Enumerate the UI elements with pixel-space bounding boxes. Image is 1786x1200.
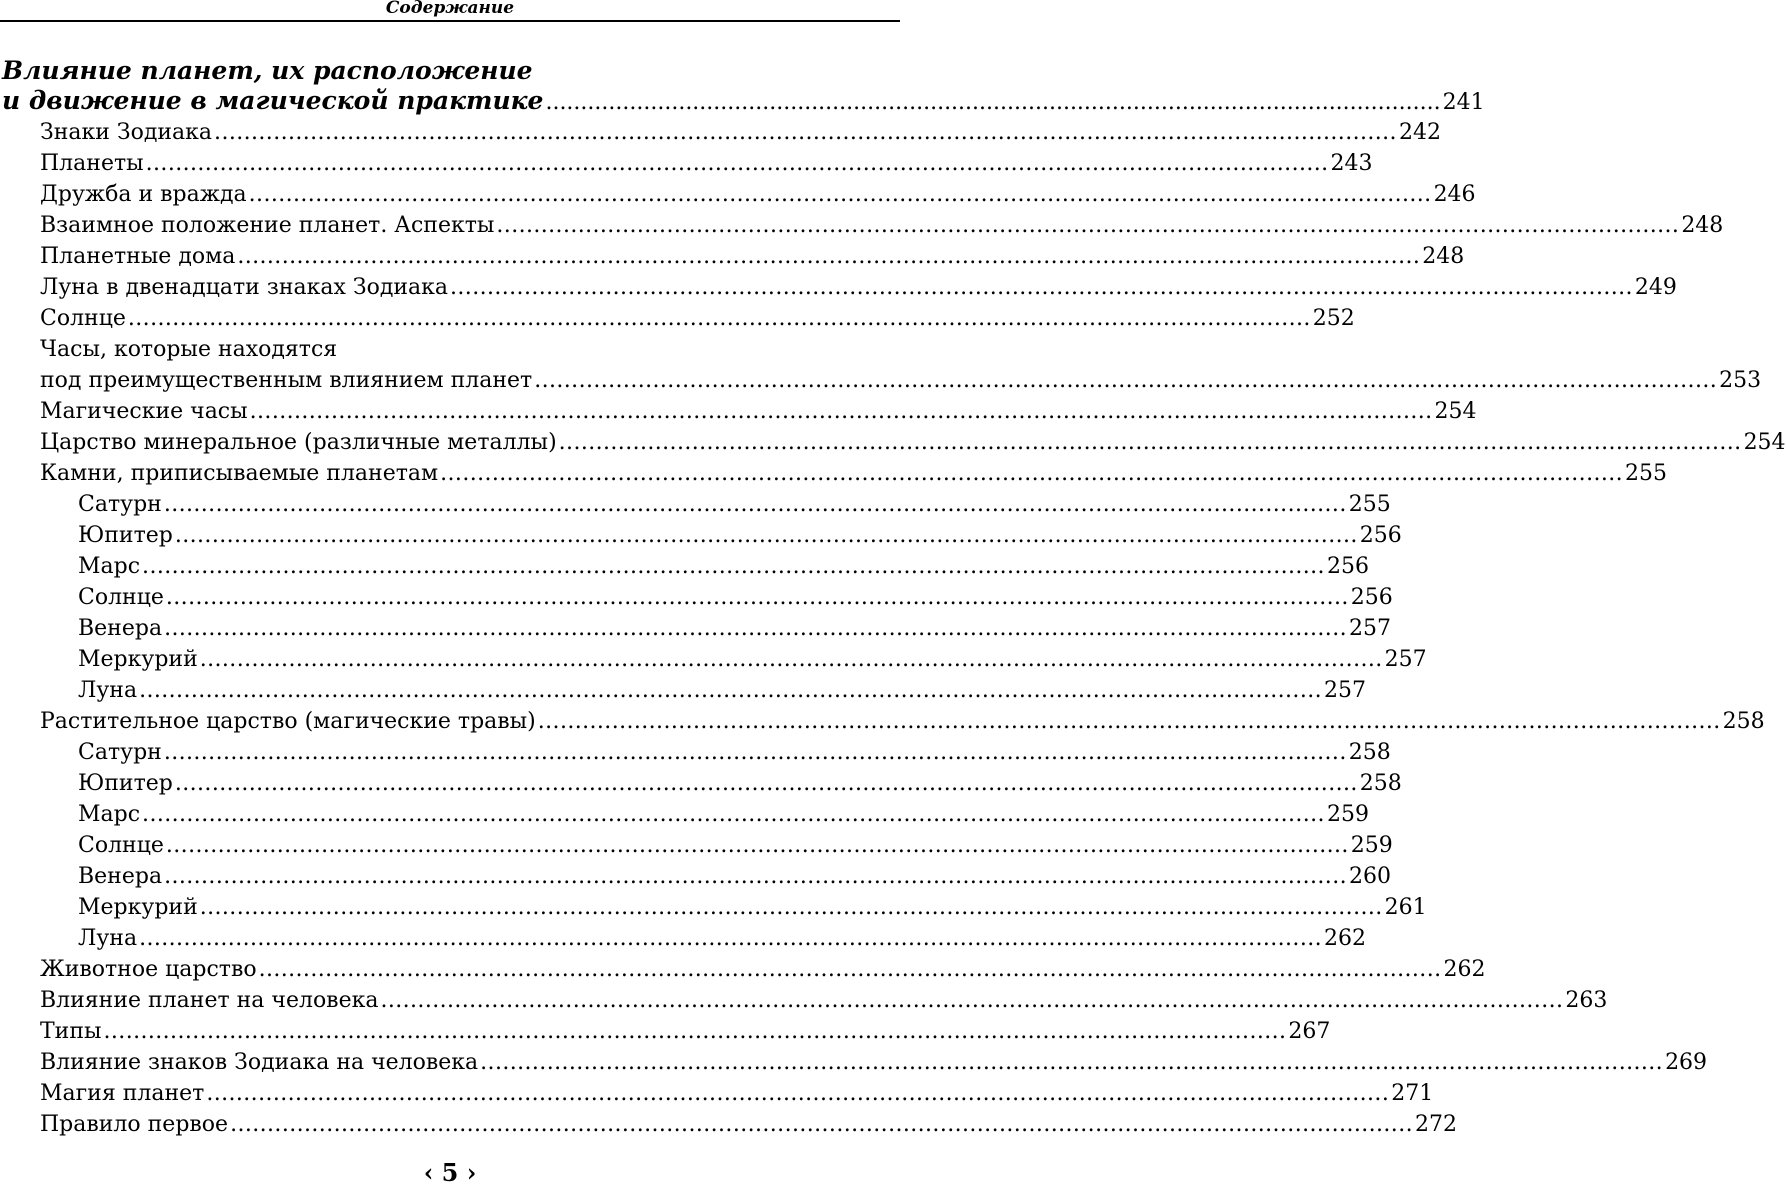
dot-leader: ................................................................................................................................................................ <box>480 1050 1664 1075</box>
toc-entry-label: Растительное царство (магические травы) <box>40 709 536 734</box>
dot-leader: ................................................................................................................................................................ <box>380 988 1564 1013</box>
dot-leader: ................................................................................................................................................................ <box>164 616 1347 641</box>
toc-entry[interactable] <box>40 985 1608 1016</box>
toc-entry[interactable] <box>40 1078 1434 1109</box>
dot-leader: ................................................................................................................................................................ <box>139 926 1322 951</box>
toc-subentry[interactable] <box>78 768 1402 799</box>
toc-entry-label: Меркурий <box>78 895 198 920</box>
dot-leader: ................................................................................................................................................................ <box>450 275 1633 300</box>
toc-subentry[interactable] <box>78 520 1402 551</box>
toc-subentry[interactable] <box>78 675 1366 706</box>
toc-entry[interactable] <box>40 148 1373 179</box>
toc-entry-label: Дружба и вражда <box>40 182 247 207</box>
toc-entry-label: Царство минеральное (различные металлы) <box>40 430 557 455</box>
dot-leader: ................................................................................................................................................................ <box>258 957 1442 982</box>
toc-entry-page: 267 <box>1288 1019 1331 1044</box>
dot-leader: ................................................................................................................................................................ <box>163 740 1347 765</box>
section-heading[interactable] <box>2 56 1485 116</box>
toc-entry[interactable] <box>40 954 1486 985</box>
toc-entry-label: Планеты <box>40 151 144 176</box>
toc-entry-page: 258 <box>1722 709 1765 734</box>
dot-leader: ................................................................................................................................................................ <box>127 306 1311 331</box>
page-number-folio: ‹ 5 › <box>423 1158 477 1187</box>
toc-entry-page: 257 <box>1348 616 1391 641</box>
toc-entry-page: 258 <box>1348 740 1391 765</box>
dot-leader: ................................................................................................................................................................ <box>142 802 1325 827</box>
toc-subentry[interactable] <box>78 644 1427 675</box>
toc-entry[interactable] <box>40 272 1677 303</box>
toc-entry-label: Луна в двенадцати знаках Зодиака <box>40 275 449 300</box>
toc-subentry[interactable] <box>78 582 1393 613</box>
toc-entry[interactable] <box>40 1016 1331 1047</box>
toc-entry-page: 246 <box>1433 182 1476 207</box>
toc-entry-label: Венера <box>78 616 163 641</box>
toc-entry-page: 255 <box>1625 461 1668 486</box>
toc-entry-page: 262 <box>1324 926 1366 951</box>
dot-leader: ................................................................................................................................................................ <box>534 368 1718 393</box>
dot-leader: ................................................................................................................................................................ <box>145 151 1329 176</box>
dot-leader: ................................................................................................................................................................ <box>174 771 1358 796</box>
dot-leader: ................................................................................................................................................................ <box>142 554 1325 579</box>
toc-entry-page: 261 <box>1384 895 1427 920</box>
toc-entry-label: Сатурн <box>78 492 162 517</box>
toc-entry-label: Солнце <box>78 585 164 610</box>
dot-leader: ................................................................................................................................................................ <box>199 647 1383 672</box>
toc-entry[interactable] <box>40 210 1724 241</box>
toc-entry[interactable] <box>40 396 1477 427</box>
toc-entry-page: 254 <box>1743 430 1786 455</box>
toc-entry-label: Типы <box>40 1019 102 1044</box>
running-head: Содержание <box>0 0 900 22</box>
section-title-line-2 <box>2 86 1485 116</box>
dot-leader: ................................................................................................................................................................ <box>496 213 1680 238</box>
dot-leader: ................................................................................................................................................................ <box>206 1081 1390 1106</box>
toc-entry-page: 257 <box>1324 678 1366 703</box>
toc-entry-label: Магия планет <box>40 1081 205 1106</box>
toc-subentry[interactable] <box>78 923 1366 954</box>
toc-entry-label: Меркурий <box>78 647 198 672</box>
dot-leader: ................................................................................................................................................................ <box>103 1019 1287 1044</box>
toc-subentry[interactable] <box>78 737 1391 768</box>
toc-entry-page: 253 <box>1719 368 1762 393</box>
toc-entry-label-continued[interactable]: Часы, которые находятся <box>40 337 338 362</box>
toc-entry-page: 249 <box>1634 275 1677 300</box>
toc-entry-label: Животное царство <box>40 957 257 982</box>
toc-entry[interactable] <box>40 117 1441 148</box>
section-title-line-1: Влияние планет, их расположение <box>2 56 533 85</box>
dot-leader: ................................................................................................................................................................ <box>230 1112 1413 1137</box>
toc-entry[interactable] <box>40 458 1668 489</box>
toc-entry-label: под преимущественным влиянием планет <box>40 368 533 393</box>
section-page-number: 241 <box>1442 90 1485 115</box>
toc-entry-label: Магические часы <box>40 399 248 424</box>
toc-entry-label: Взаимное положение планет. Аспекты <box>40 213 495 238</box>
dot-leader: ................................................................................................................................................................ <box>249 399 1433 424</box>
toc-entry-label: Знаки Зодиака <box>40 120 213 145</box>
toc-entry-page: 255 <box>1348 492 1391 517</box>
dot-leader: ................................................................................................................................................................ <box>440 461 1624 486</box>
toc-entry-page: 248 <box>1422 244 1465 269</box>
toc-entry-label: Юпитер <box>78 523 173 548</box>
dot-leader: ................................................................................................................................................................ <box>174 523 1358 548</box>
toc-entry-page: 259 <box>1326 802 1369 827</box>
toc-entry-label: Луна <box>78 678 138 703</box>
dot-leader: ................................................................................................................................ <box>545 90 1441 115</box>
toc-subentry[interactable] <box>78 551 1369 582</box>
section-title-text: и движение в магической практике <box>2 86 544 115</box>
toc-entry[interactable] <box>40 427 1786 458</box>
toc-entry-page: 256 <box>1326 554 1369 579</box>
toc-entry-label: Камни, приписываемые планетам <box>40 461 439 486</box>
toc-entry-page: 256 <box>1350 585 1393 610</box>
toc-subentry[interactable] <box>78 892 1427 923</box>
toc-entry-page: 262 <box>1443 957 1486 982</box>
toc-subentry[interactable] <box>78 861 1391 892</box>
toc-entry[interactable] <box>40 1109 1457 1140</box>
toc-entry-label: Луна <box>78 926 138 951</box>
toc-entry-label: Марс <box>78 802 141 827</box>
toc-entry-page: 258 <box>1359 771 1402 796</box>
toc-subentry[interactable] <box>78 830 1393 861</box>
dot-leader: ................................................................................................................................................................ <box>199 895 1383 920</box>
toc-entry-page: 257 <box>1384 647 1427 672</box>
toc-subentry[interactable] <box>78 799 1369 830</box>
toc-entry-page: 259 <box>1350 833 1393 858</box>
toc-subentry[interactable] <box>78 613 1391 644</box>
toc-entry[interactable] <box>40 179 1476 210</box>
dot-leader: ................................................................................................................................................................ <box>558 430 1742 455</box>
toc-entry-label: Солнце <box>78 833 164 858</box>
dot-leader: ................................................................................................................................................................ <box>214 120 1397 145</box>
toc-entry-label: Марс <box>78 554 141 579</box>
toc-entry-label: Планетные дома <box>40 244 236 269</box>
toc-entry-label: Влияние планет на человека <box>40 988 379 1013</box>
toc-entry-page: 269 <box>1665 1050 1708 1075</box>
toc-entry-page: 272 <box>1414 1112 1457 1137</box>
toc-entry-page: 242 <box>1398 120 1441 145</box>
toc-entry[interactable] <box>40 1047 1708 1078</box>
toc-entry[interactable] <box>40 241 1465 272</box>
toc-entry-page: 256 <box>1359 523 1402 548</box>
toc-entry-label: Правило первое <box>40 1112 229 1137</box>
dot-leader: ................................................................................................................................................................ <box>248 182 1432 207</box>
toc-entry[interactable] <box>40 303 1355 334</box>
dot-leader: ................................................................................................................................................................ <box>237 244 1421 269</box>
toc-entry-page: 254 <box>1434 399 1477 424</box>
dot-leader: ................................................................................................................................................................ <box>165 585 1349 610</box>
dot-leader: ................................................................................................................................................................ <box>139 678 1322 703</box>
dot-leader: ................................................................................................................................................................ <box>165 833 1349 858</box>
toc-entry-page: 260 <box>1348 864 1391 889</box>
dot-leader: ................................................................................................................................................................ <box>163 492 1347 517</box>
toc-entry-label: Юпитер <box>78 771 173 796</box>
toc-entry-label: Влияние знаков Зодиака на человека <box>40 1050 479 1075</box>
dot-leader: ................................................................................................................................................................ <box>537 709 1721 734</box>
toc-subentry[interactable] <box>78 489 1391 520</box>
dot-leader: ................................................................................................................................................................ <box>164 864 1347 889</box>
toc-entry-page: 263 <box>1565 988 1608 1013</box>
toc-entry[interactable] <box>40 706 1765 737</box>
toc-entry-label: Венера <box>78 864 163 889</box>
toc-entry-label: Сатурн <box>78 740 162 765</box>
toc-entry-label: Солнце <box>40 306 126 331</box>
toc-entry[interactable] <box>40 365 1762 396</box>
toc-entry-page: 252 <box>1312 306 1355 331</box>
toc-entry-page: 248 <box>1681 213 1724 238</box>
toc-entry-page: 243 <box>1330 151 1373 176</box>
toc-entry-page: 271 <box>1391 1081 1434 1106</box>
